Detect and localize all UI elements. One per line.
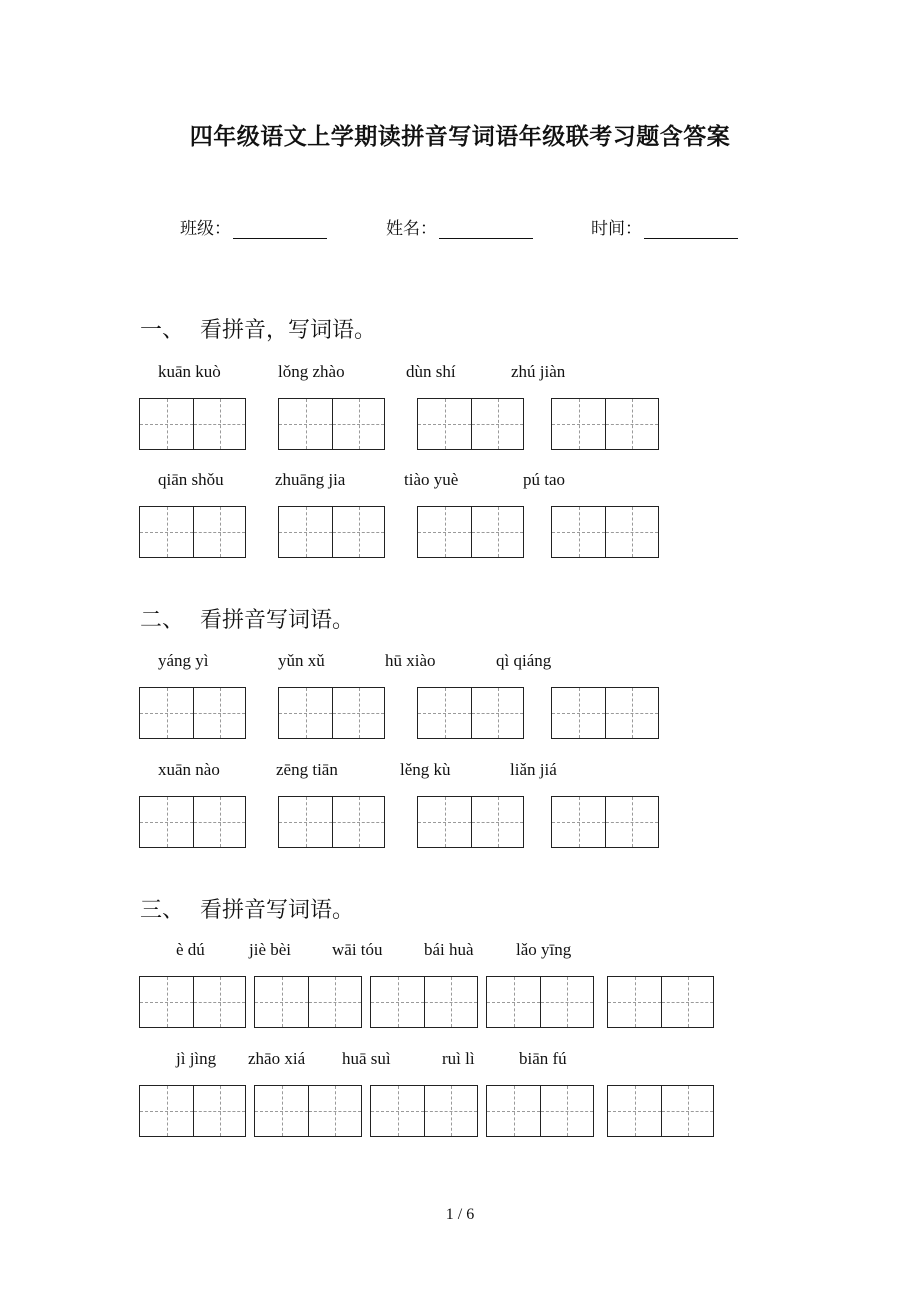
time-blank[interactable] — [644, 220, 738, 239]
writing-box[interactable] — [139, 1085, 246, 1137]
writing-box[interactable] — [551, 687, 659, 739]
pinyin-label: yáng yì — [158, 651, 209, 670]
pinyin-label: ruì lì — [442, 1049, 475, 1068]
writing-box[interactable] — [551, 506, 659, 558]
pinyin-label: pú tao — [523, 470, 566, 489]
writing-box[interactable] — [278, 796, 385, 848]
pinyin-label: wāi tóu — [332, 940, 383, 959]
time-field — [591, 214, 738, 239]
pinyin-label: dùn shí — [406, 362, 456, 381]
pinyin-label: liǎn jiá — [510, 760, 557, 779]
class-blank[interactable] — [233, 220, 327, 239]
writing-box[interactable] — [139, 976, 246, 1028]
pinyin-label: bái huà — [424, 940, 474, 959]
pinyin-label: jì jìng — [176, 1049, 217, 1068]
writing-box[interactable] — [607, 1085, 714, 1137]
pinyin-label: huā suì — [342, 1049, 391, 1068]
writing-box[interactable] — [417, 796, 524, 848]
writing-box[interactable] — [486, 1085, 594, 1137]
writing-box[interactable] — [551, 796, 659, 848]
page-number: 1 / 6 — [445, 1206, 475, 1223]
writing-box[interactable] — [139, 687, 246, 739]
writing-box[interactable] — [278, 398, 385, 450]
section-number: 一、 — [140, 318, 185, 343]
pinyin-label: lǎo yīng — [516, 940, 572, 959]
writing-box[interactable] — [139, 796, 246, 848]
pinyin-label: zhú jiàn — [511, 362, 566, 381]
pinyin-label: lěng kù — [400, 760, 451, 779]
writing-box[interactable] — [278, 687, 385, 739]
writing-box[interactable] — [139, 398, 246, 450]
pinyin-label: zhāo xiá — [248, 1049, 306, 1068]
writing-box[interactable] — [417, 506, 524, 558]
section-number: 三、 — [140, 898, 185, 923]
name-blank[interactable] — [439, 220, 533, 239]
pinyin-label: qiān shǒu — [158, 470, 224, 489]
writing-box[interactable] — [551, 398, 659, 450]
section-instruction: 看拼音写词语。 — [200, 898, 355, 923]
pinyin-label: xuān nào — [158, 760, 220, 779]
section-3-heading — [140, 893, 354, 924]
pinyin-label: è dú — [176, 940, 205, 959]
pinyin-label: hū xiào — [385, 651, 436, 670]
writing-box[interactable] — [486, 976, 594, 1028]
class-field — [180, 214, 327, 239]
time-label: 时间： — [591, 219, 642, 239]
section-number: 二、 — [140, 608, 185, 633]
writing-box[interactable] — [254, 1085, 362, 1137]
section-1-heading — [140, 313, 376, 344]
writing-box[interactable] — [607, 976, 714, 1028]
pinyin-label: qì qiáng — [496, 651, 552, 670]
writing-box[interactable] — [278, 506, 385, 558]
pinyin-label: zhuāng jia — [275, 470, 346, 489]
section-instruction: 看拼音写词语。 — [200, 608, 355, 633]
page-title: 四年级语文上学期读拼音写词语年级联考习题含答案 — [189, 124, 731, 150]
pinyin-label: kuān kuò — [158, 362, 221, 381]
pinyin-label: yǔn xǔ — [278, 651, 325, 670]
writing-box[interactable] — [370, 976, 478, 1028]
pinyin-label: biān fú — [519, 1049, 567, 1068]
pinyin-label: jiè bèi — [249, 940, 292, 959]
name-label: 姓名： — [386, 219, 437, 239]
writing-box[interactable] — [417, 398, 524, 450]
pinyin-label: zēng tiān — [276, 760, 338, 779]
writing-box[interactable] — [254, 976, 362, 1028]
section-2-heading — [140, 603, 354, 634]
name-field — [386, 214, 533, 239]
writing-box[interactable] — [370, 1085, 478, 1137]
section-instruction: 看拼音，写词语。 — [200, 318, 377, 343]
pinyin-label: lǒng zhào — [278, 362, 345, 381]
writing-box[interactable] — [139, 506, 246, 558]
class-label: 班级： — [180, 219, 231, 239]
pinyin-label: tiào yuè — [404, 470, 459, 489]
writing-box[interactable] — [417, 687, 524, 739]
